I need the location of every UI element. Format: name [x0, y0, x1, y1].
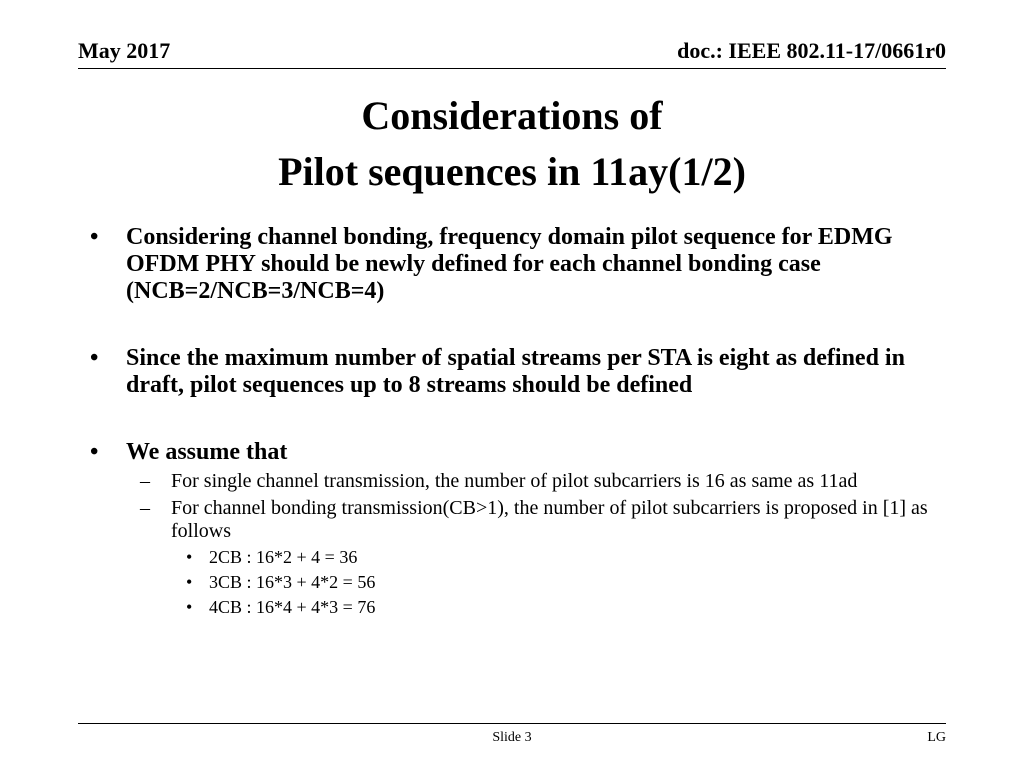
- sub-sub-item-text: 2CB : 16*2 + 4 = 36: [209, 547, 358, 567]
- sub-sub-item: [78, 571, 948, 593]
- header-rule: [78, 68, 946, 69]
- bullet-item: [78, 345, 948, 399]
- bullet-glyph: •: [90, 224, 99, 250]
- title-line-2: Pilot sequences in 11ay(1/2): [278, 149, 746, 194]
- bullet-text: Considering channel bonding, frequency domain pilot sequence for EDMG OFDM PHY should be newly defined for each channel bonding case (NCB=2/NCB=3/NCB=4): [126, 224, 893, 304]
- slide-content: [78, 224, 948, 618]
- sub-item-glyph: –: [140, 470, 150, 492]
- sub-item: [78, 470, 948, 493]
- sub-item-glyph: –: [140, 497, 150, 519]
- header-doc-id: doc.: IEEE 802.11-17/0661r0: [677, 38, 946, 63]
- bullet-glyph: •: [90, 439, 99, 465]
- title-line-1: Considerations of: [361, 93, 663, 138]
- sub-sub-item-glyph: •: [186, 597, 193, 617]
- sub-sub-item-glyph: •: [186, 547, 193, 567]
- footer-slide-number: Slide 3: [492, 730, 532, 745]
- bullet-text: We assume that: [126, 439, 288, 465]
- sub-item-text: For single channel transmission, the number of pilot subcarriers is 16 as same as 11ad: [171, 470, 858, 492]
- bullet-glyph: •: [90, 345, 99, 371]
- sub-sub-item-glyph: •: [186, 572, 193, 592]
- header-date: May 2017: [78, 38, 171, 63]
- sub-item: [78, 497, 948, 543]
- footer-org: LG: [927, 730, 946, 745]
- sub-sub-item: [78, 546, 948, 568]
- footer-rule: [78, 723, 946, 724]
- sub-sub-item: [78, 596, 948, 618]
- sub-item-text: For channel bonding transmission(CB>1), the number of pilot subcarriers is proposed in [1] as follows: [171, 497, 928, 542]
- bullet-text: Since the maximum number of spatial streams per STA is eight as defined in draft, pilot sequences up to 8 streams should be defined: [126, 345, 905, 398]
- sub-sub-item-text: 4CB : 16*4 + 4*3 = 76: [209, 597, 376, 617]
- bullet-item: [78, 439, 948, 466]
- slide-title: [0, 88, 1024, 200]
- bullet-item: [78, 224, 948, 305]
- sub-sub-item-text: 3CB : 16*3 + 4*2 = 56: [209, 572, 376, 592]
